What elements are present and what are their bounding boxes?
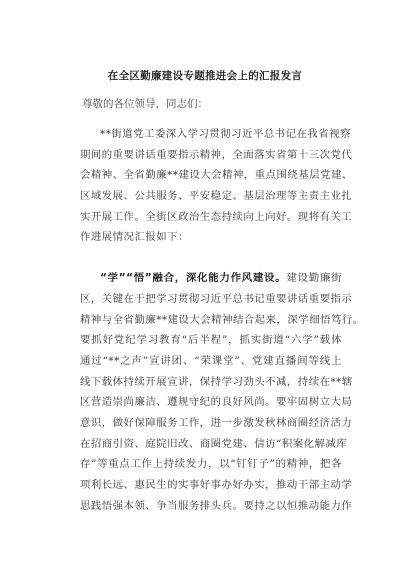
paragraph-line: 区域发展、公共服务、平安稳定、基层治理等主责主业扎	[80, 190, 353, 203]
paragraph-line: 在招商引资、庭院旧改、商圈党建、信访“积案化解减库	[80, 437, 348, 450]
paragraph-line: 意识，做好保障服务工作，进一步激发秋林商圈经济活力	[80, 416, 353, 429]
paragraph-line: 区，关键在于把学习贯彻习近平总书记重要讲话重要指示	[80, 292, 353, 305]
paragraph-line: 期间的重要讲话重要指示精神，全面落实省第十三次党代	[80, 148, 353, 161]
paragraph-line: 通过“**之声”宣讲团、“荣课堂”、党建直播间等线上	[80, 354, 342, 367]
paragraph-line: 思践悟强本领、争当服务排头兵。要持之以恒推动能力作	[80, 499, 353, 512]
paragraph-text: 建设勤廉街	[286, 272, 343, 285]
document-body	[80, 124, 364, 516]
salutation: 尊敬的各位领导，同志们：	[82, 98, 208, 110]
paragraph-gap	[80, 248, 342, 268]
paragraph-line: 要抓好党纪学习教育“后半程”，抓实街道“六学”载体	[80, 334, 342, 347]
section-heading: “学”“悟”融合，深化能力作风建设。	[100, 272, 287, 285]
paragraph-line: 线下载体持续开展宣讲，保持学习劲头不减，持续在**辖	[80, 375, 353, 388]
paragraph-line	[80, 268, 342, 289]
paragraph-line: 存”等重点工作上持续发力，以“钉钉子”的精神，把各	[80, 458, 342, 471]
paragraph-line: **街道党工委深入学习贯彻习近平总书记在我省视察	[100, 128, 351, 140]
paragraph-line: 会精神、全省勤廉**建设大会精神，重点围绕基层党建、	[80, 169, 353, 182]
paragraph-1	[80, 124, 353, 248]
paragraph-line: 作进展情况汇报如下：	[80, 231, 189, 244]
paragraph-line: 项利长远、惠民生的实事好事办好办实，推动干部主动学	[80, 479, 353, 491]
document-title: 在全区勤廉建设专题推进会上的汇报发言	[107, 70, 303, 82]
paragraph-line: 区营造崇尚廉洁、遵规守纪的良好风尚。要牢固树立大局	[80, 396, 353, 409]
paragraph-line: 精神与全省勤廉**建设大会精神结合起来，深学细悟笃行。	[80, 313, 364, 326]
paragraph-line: 实开展工作。全街区政治生态持续向上向好。现将有关工	[80, 210, 353, 223]
paragraph-2	[80, 268, 364, 516]
